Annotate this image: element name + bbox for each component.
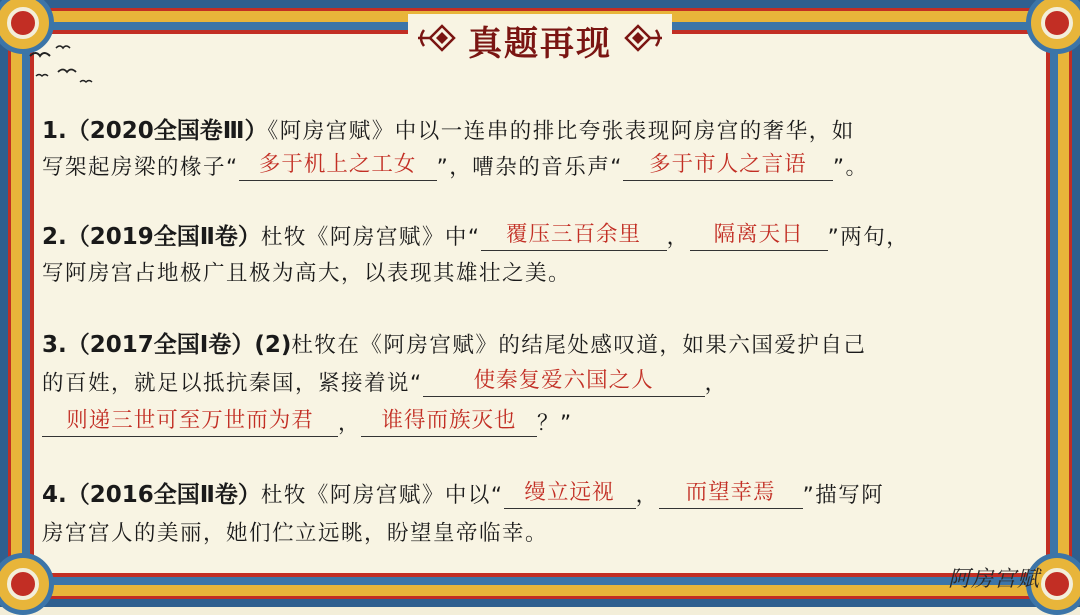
scroll-ornament-right-icon — [624, 24, 664, 52]
q2-line-2 — [42, 256, 571, 287]
q3-sub: (2) — [254, 332, 292, 358]
q3-blank-2 — [42, 410, 338, 437]
q3-source: （2017全国Ⅰ卷） — [66, 332, 255, 358]
q1-line-2 — [42, 150, 869, 181]
q2-blank-2 — [690, 224, 828, 251]
q4-blank-2 — [659, 482, 803, 509]
q1-text-a: 《阿房宫赋》中以一连串的排比夸张表现阿房宫的奢华，如 — [267, 119, 855, 144]
q4-number: 4. — [42, 482, 67, 508]
q2-answer-1: 覆压三百余里 — [506, 222, 642, 247]
q2-text-a: 杜牧《阿房宫赋》中“ — [260, 225, 481, 250]
q3-line-3 — [42, 406, 573, 437]
q1-number: 1. — [42, 118, 67, 144]
q3-sep-1: ， — [704, 371, 728, 396]
q4-line-2 — [42, 516, 548, 547]
q2-blank-1 — [481, 224, 667, 251]
q3-number: 3. — [42, 332, 67, 358]
q3-answer-2: 则递三世可至万世而为君 — [66, 408, 314, 433]
q3-blank-3 — [361, 410, 537, 437]
q3-answer-1: 使秦复爱六国之人 — [473, 368, 654, 393]
q1-text-b: 写架起房梁的椽子“ — [42, 155, 239, 180]
q4-sep: ， — [635, 483, 659, 508]
q2-line-1 — [42, 218, 909, 251]
title-box — [408, 14, 672, 67]
signature-calligraphy: 阿房宫赋 — [947, 567, 1040, 592]
q1-answer-1: 多于机上之工女 — [258, 152, 417, 177]
q2-answer-2: 隔离天日 — [713, 222, 804, 247]
q4-answer-1: 缦立远视 — [524, 480, 615, 505]
q3-line-2 — [42, 366, 728, 397]
q4-source: （2016全国Ⅱ卷） — [66, 482, 261, 508]
q1-line-1 — [42, 112, 855, 145]
scroll-ornament-left-icon — [416, 24, 456, 52]
title-bar — [0, 14, 1080, 66]
q4-line-1 — [42, 476, 884, 509]
q4-text-a: 杜牧《阿房宫赋》中以“ — [260, 483, 504, 508]
q4-answer-2: 而望幸焉 — [685, 480, 776, 505]
q4-text-c: 房宫宫人的美丽，她们伫立远眺，盼望皇帝临幸。 — [42, 521, 549, 546]
q2-text-c: 写阿房宫占地极广且极为高大，以表现其雄壮之美。 — [42, 261, 572, 286]
q3-text-a: 杜牧在《阿房宫赋》的结尾处感叹道，如果六国爱护自己 — [291, 333, 867, 358]
q3-text-b: 的百姓，就足以抵抗秦国，紧接着说“ — [42, 371, 423, 396]
q4-text-b: ”描写阿 — [802, 483, 885, 508]
q1-answer-2: 多于市人之言语 — [649, 152, 807, 177]
q3-sep-2: ， — [338, 411, 362, 436]
q2-source: （2019全国Ⅱ卷） — [66, 224, 261, 250]
q3-blank-1 — [423, 370, 705, 397]
q2-sep: ， — [666, 225, 690, 250]
q2-text-b: ”两句， — [827, 225, 910, 250]
q4-blank-1 — [504, 482, 636, 509]
q3-line-1 — [42, 326, 866, 359]
q3-text-c: ？” — [537, 411, 573, 436]
q2-number: 2. — [42, 224, 67, 250]
q1-blank-1 — [239, 154, 437, 181]
q1-text-c: ”，嘈杂的音乐声“ — [436, 155, 623, 180]
q1-text-d: ”。 — [832, 155, 869, 180]
q3-answer-3: 谁得而族灭也 — [381, 408, 517, 433]
page-title: 真题再现 — [468, 24, 612, 64]
q1-source: （2020全国卷Ⅲ） — [66, 118, 268, 144]
q1-blank-2 — [623, 154, 833, 181]
